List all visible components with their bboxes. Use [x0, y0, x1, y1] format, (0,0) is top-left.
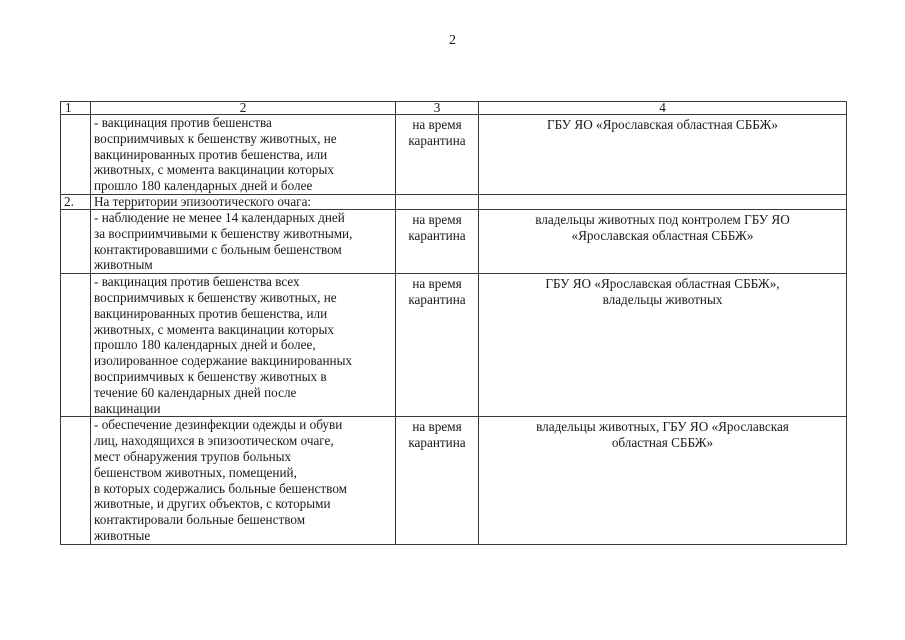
measure-cell [91, 209, 396, 273]
header-col-4: 4 [479, 102, 847, 115]
measures-table [60, 101, 847, 545]
responsible-text: владельцы животных под контролем ГБУ ЯО «Ярославская областная СББЖ» [535, 211, 790, 243]
measure-text: - наблюдение не менее 14 календарных дней за восприимчивыми к бешенству животными, контактировавшими с больным бешенством животным [94, 209, 353, 273]
section-title-cell [91, 194, 396, 209]
period-text: на время карантина [408, 117, 466, 148]
period-text: на время карантина [408, 419, 466, 451]
row-number [61, 417, 91, 544]
responsible-cell [479, 417, 847, 544]
period-cell [396, 209, 479, 273]
header-col-2: 2 [91, 102, 396, 115]
period-text: на время карантина [408, 276, 466, 307]
period-cell [396, 417, 479, 544]
responsible-text: ГБУ ЯО «Ярославская областная СББЖ» [547, 117, 778, 132]
period-text: на время карантина [408, 211, 466, 243]
row-number [61, 209, 91, 273]
row-number [61, 274, 91, 417]
period-text [399, 195, 475, 197]
measure-cell [91, 274, 396, 417]
responsible-cell [479, 115, 847, 195]
responsible-text [482, 195, 843, 197]
period-cell [396, 194, 479, 209]
measure-cell [91, 417, 396, 544]
responsible-cell [479, 209, 847, 273]
table-row [61, 417, 847, 544]
responsible-text: владельцы животных, ГБУ ЯО «Ярославская областная СББЖ» [536, 419, 789, 451]
measure-text: - обеспечение дезинфекции одежды и обуви лиц, находящихся в эпизоотическом очаге, мест обнаружения трупов больных бешенством животных, помещений, в которых содержались больные бешенством животные, и других объектов, с которыми контактировали больные бешенством животные [94, 417, 348, 543]
measure-cell [91, 115, 396, 195]
period-cell [396, 115, 479, 195]
responsible-cell [479, 274, 847, 417]
table-row [61, 115, 847, 195]
table-row [61, 274, 847, 417]
period-cell [396, 274, 479, 417]
header-col-3: 3 [396, 102, 479, 115]
table-row-section [61, 194, 847, 209]
measure-text: - вакцинация против бешенства всех восприимчивых к бешенству животных, не вакцинированных против бешенства, или животных, с момента вакцинации которых прошло 180 календарных дней и более, изолированное содержание вакцинированных восприимчивых к бешенству животных в течение 60 календарных дней после вакцинации [94, 274, 353, 416]
responsible-cell [479, 194, 847, 209]
row-number: 2. [61, 194, 91, 209]
table-row [61, 209, 847, 273]
page-number: 2 [449, 33, 456, 48]
responsible-text: ГБУ ЯО «Ярославская областная СББЖ», владельцы животных [545, 276, 780, 307]
row-number [61, 115, 91, 195]
header-col-1: 1 [61, 102, 91, 115]
table-header-row [61, 102, 847, 115]
section-title: На территории эпизоотического очага: [94, 193, 312, 209]
measure-text: - вакцинация против бешенства восприимчивых к бешенству животных, не вакцинированных против бешенства, или животных, с момента вакцинации которых прошло 180 календарных дней и более [94, 115, 337, 194]
